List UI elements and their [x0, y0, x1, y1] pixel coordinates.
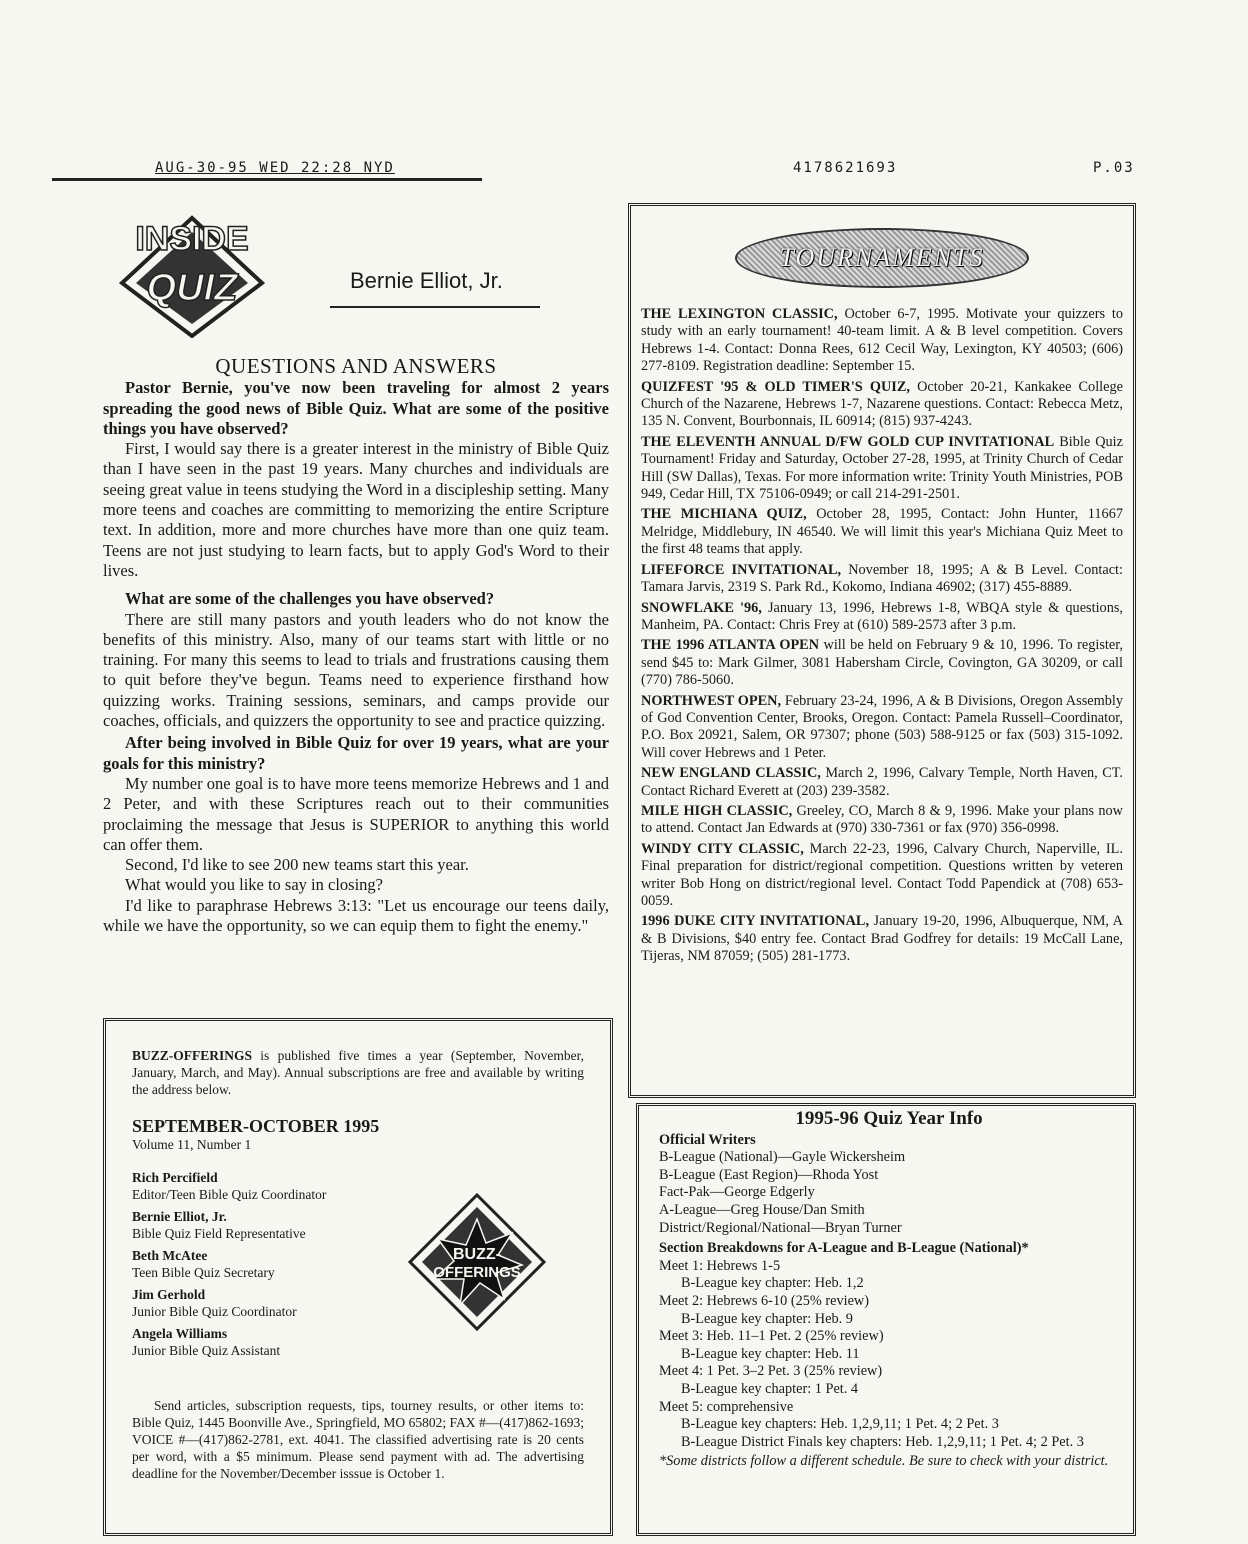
tournament-details: January 13, 1996, Hebrews 1-8, WBQA style & questions, Manheim, PA. Contact: Chris Frey at (610) 589-2573 after 3 p.m.: [641, 599, 1123, 633]
meets-list: [659, 1258, 1119, 1434]
writer-entry: B-League (East Region)—Rhoda Yost: [659, 1166, 879, 1183]
meet-key-chapter: B-League key chapter: 1 Pet. 4: [681, 1380, 859, 1397]
tournament-entry: [641, 379, 1123, 431]
buzz-offerings-logo: [408, 1193, 546, 1331]
tournament-entry: [641, 803, 1123, 838]
fax-number: 4178621693: [793, 160, 898, 176]
staff-role: Junior Bible Quiz Coordinator: [132, 1304, 297, 1319]
tournaments-banner: TOURNAMENTS: [735, 228, 1029, 288]
meet-entry: Meet 5: comprehensive: [659, 1398, 794, 1415]
tournament-entry: [641, 506, 1123, 558]
tournament-name: NORTHWEST OPEN,: [641, 692, 782, 709]
tournaments-box: [628, 203, 1136, 1098]
meet-entry: Meet 2: Hebrews 6-10 (25% review): [659, 1292, 870, 1309]
answer: I'd like to paraphrase Hebrews 3:13: "Let us encourage our teens daily, while we have the opportunity, so we can equip them to fight the enemy.": [103, 895, 609, 936]
svg-text:BUZZ-: BUZZ-: [453, 1246, 501, 1263]
article-title: QUESTIONS AND ANSWERS: [215, 354, 497, 378]
staff-role: Editor/Teen Bible Quiz Coordinator: [132, 1187, 327, 1202]
writer-entry: District/Regional/National—Bryan Turner: [659, 1219, 902, 1236]
publication-name: BUZZ-OFFERINGS: [132, 1048, 253, 1063]
tournament-list: [641, 306, 1123, 966]
tournament-details: October 20-21, Kankakee College Church of the Nazarene, Hebrews 1-7, Nazarene questions. Contact: Rebecca Metz, 135 N. Convent, Bourbonnais, IL 60914; (815) 937-4243.: [641, 378, 1123, 430]
sections-heading: Section Breakdowns for A-League and B-League (National)*: [659, 1240, 1029, 1257]
quiz-year-title: 1995-96 Quiz Year Info: [795, 1108, 983, 1129]
answer: My number one goal is to have more teens memorize Hebrews and 1 and 2 Peter, and with these Scriptures reach out to their communities proclaiming the message that Jesus is SUPERIOR to anything this world can offer them.: [103, 773, 609, 854]
tournament-entry: [641, 913, 1123, 965]
meet-key-chapter: B-League key chapter: Heb. 11: [681, 1345, 860, 1362]
tournament-entry: [641, 841, 1123, 911]
tournament-details: February 23-24, 1996, A & B Divisions, Oregon Assembly of God Convention Center, Brooks, Oregon. Contact: Pamela Russell–Coordinator, P.O. Box 20921, Salem, OR 97307; phone (503) 588-9125 or fax (503) 315-1092. Will cover Hebrews and 1 Peter.: [641, 692, 1123, 761]
tournament-details: will be held on February 9 & 10, 1996. To register, send $45 to: Mark Gilmer, 3081 Habersham Circle, Covington, GA 30209, or call (770) 786-5060.: [641, 637, 1123, 689]
tournament-name: THE 1996 ATLANTA OPEN: [641, 637, 820, 654]
inside-quiz-logo: [112, 208, 272, 338]
issue-date: SEPTEMBER-OCTOBER 1995: [132, 1116, 380, 1136]
meet-entry: Meet 3: Heb. 11–1 Pet. 2 (25% review): [659, 1328, 884, 1345]
answer: Second, I'd like to see 200 new teams start this year.: [125, 855, 469, 875]
answer: First, I would say there is a greater interest in the ministry of Bible Quiz than I have seen in the past 19 years. Many churches and individuals are seeing great value in teens studying the Word in a discipleship setting. Many more teens and coaches are committing to memorizing the entire Scripture text. In addition, more and more churches have more than one quiz team. Teens are not just studying to learn facts, but to apply God's Word to their lives.: [103, 439, 609, 580]
tournament-details: Bible Quiz Tournament! Friday and Saturday, October 27-28, 1995, at Trinity Church of Cedar Hill (SW Dallas), Texas. For more information write: Trinity Youth Ministries, POB 949, Cedar Hill, TX 75106-0949; or call 214-291-2501.: [641, 433, 1123, 503]
tournament-name: MILE HIGH CLASSIC,: [641, 802, 793, 819]
tournament-entry: [641, 600, 1123, 635]
intro-text: is published five times a year (September, November, January, March, and May). Annual subscriptions are free and available by writing the address below.: [132, 1048, 584, 1097]
meet-key-chapter: B-League key chapters: Heb. 1,2,9,11; 1 Pet. 4; 2 Pet. 3: [681, 1416, 999, 1433]
tournament-details: October 28, 1995, Contact: John Hunter, 11667 Melridge, Middlebury, IN 46540. We will limit this year's Michiana Quiz Meet to the first 48 teams that apply.: [641, 506, 1123, 558]
submission-info: Send articles, subscription requests, tips, tourney results, or other items to: Bible Quiz, 1445 Boonville Ave., Springfield, MO 65802; FAX #—(417)862-1693; VOICE #—(417)862-2781, ext. 4041. The classified advertising rate is 20 cents per word, with a $5 minimum. Please send payment with ad. The advertising deadline for the November/December isssue is October 1.: [132, 1398, 584, 1481]
question: After being involved in Bible Quiz for over 19 years, what are your goals for this ministry?: [103, 733, 609, 773]
question: What are some of the challenges you have observed?: [125, 589, 495, 609]
meet-key-chapter: B-League key chapter: Heb. 1,2: [681, 1275, 864, 1292]
meet-key-chapter: B-League key chapter: Heb. 9: [681, 1310, 853, 1327]
svg-text:INSIDE: INSIDE: [135, 220, 249, 258]
staff-role: Bible Quiz Field Representative: [132, 1226, 306, 1241]
fax-rule: [52, 178, 482, 181]
writer-entry: A-League—Greg House/Dan Smith: [659, 1201, 865, 1218]
tournament-name: LIFEFORCE INVITATIONAL,: [641, 561, 842, 578]
tournament-name: QUIZFEST '95 & OLD TIMER'S QUIZ,: [641, 378, 910, 395]
tournament-entry: [641, 306, 1123, 376]
tournament-name: 1996 DUKE CITY INVITATIONAL,: [641, 913, 870, 930]
masthead-intro: [132, 1047, 584, 1098]
staff-name: Angela Williams: [132, 1326, 228, 1341]
district-finals: B-League District Finals key chapters: Heb. 1,2,9,11; 1 Pet. 4; 2 Pet. 3: [681, 1433, 1084, 1450]
writer-entry: B-League (National)—Gayle Wickersheim: [659, 1149, 906, 1166]
answer: What would you like to say in closing?: [125, 875, 383, 895]
fax-page: P.03: [1093, 160, 1135, 176]
tournament-details: October 6-7, 1995. Motivate your quizzers to study with an early tournament! 40-team limit. A & B level competition. Covers Hebrews 1-4. Contact: Donna Rees, 612 Cecil Way, Lexington, KY 40503; (606) 277-8109. Registration deadline: September 15.: [641, 306, 1123, 375]
schedule-note: *Some districts follow a different schedule. Be sure to check with your district.: [659, 1453, 1109, 1470]
staff-name: Jim Gerhold: [132, 1287, 206, 1302]
masthead-box: [103, 1018, 613, 1536]
tournament-details: Greeley, CO, March 8 & 9, 1996. Make your plans now to attend. Contact Jan Edwards at (970) 330-7361 or fax (970) 356-0998.: [641, 802, 1123, 837]
fax-date: AUG-30-95 WED 22:28 NYD: [155, 160, 395, 176]
writer-entry: Fact-Pak—George Edgerly: [659, 1184, 815, 1201]
writers-list: [659, 1149, 1119, 1237]
tournament-name: SNOWFLAKE '96,: [641, 599, 762, 616]
writers-heading: Official Writers: [659, 1131, 756, 1148]
quiz-year-box: [636, 1103, 1136, 1536]
byline: Bernie Elliot, Jr.: [350, 268, 503, 293]
volume: Volume 11, Number 1: [132, 1137, 252, 1152]
qa-article: [103, 356, 609, 936]
tournament-details: January 19-20, 1996, Albuquerque, NM, A & B Divisions, $40 entry fee. Contact Brad Godfrey for details: 19 McCall Lane, Tijeras, NM 87059; (505) 281-1773.: [641, 913, 1123, 965]
tournament-name: THE MICHIANA QUIZ,: [641, 506, 807, 523]
staff-name: Bernie Elliot, Jr.: [132, 1209, 227, 1224]
staff-name: Beth McAtee: [132, 1248, 208, 1263]
tournament-entry: [641, 693, 1123, 763]
staff-role: Junior Bible Quiz Assistant: [132, 1343, 281, 1358]
tournament-details: March 2, 1996, Calvary Temple, North Haven, CT. Contact Richard Everett at (203) 239-3582.: [641, 765, 1123, 799]
answer: There are still many pastors and youth leaders who do not know the benefits of this ministry. Also, many of our teams start with little or no training. For many this seems to lead to trials and frustrations causing them to quit before they've begun. Teams need to experience firsthand how quizzing works. Training sessions, seminars, and camps provide our coaches, officials, and quizzers the opportunity to see and practice quizzing.: [103, 609, 609, 731]
staff-role: Teen Bible Quiz Secretary: [132, 1265, 275, 1280]
question: Pastor Bernie, you've now been traveling for almost 2 years spreading the good news of Bible Quiz. What are some of the positive things you have observed?: [103, 378, 609, 438]
tournament-details: November 18, 1995; A & B Level. Contact: Tamara Jarvis, 2319 S. Park Rd., Kokomo, Indiana 46902; (317) 455-8889.: [641, 561, 1123, 596]
meet-entry: Meet 1: Hebrews 1-5: [659, 1257, 781, 1274]
staff-name: Rich Percifield: [132, 1170, 218, 1185]
byline-rule: [330, 306, 540, 308]
tournament-name: NEW ENGLAND CLASSIC,: [641, 765, 821, 782]
tournament-entry: [641, 765, 1123, 800]
tournament-entry: [641, 434, 1123, 504]
tournament-name: WINDY CITY CLASSIC,: [641, 840, 804, 857]
tournament-name: THE ELEVENTH ANNUAL D/FW GOLD CUP INVITATIONAL: [641, 433, 1055, 450]
tournament-details: March 22-23, 1996, Calvary Church, Naperville, IL. Final preparation for district/regional competition. Questions written by veteren writer Bob Hong on district/regional level. Contact Todd Papendick at (708) 653-0059.: [641, 840, 1123, 909]
svg-text:QUIZ: QUIZ: [146, 267, 238, 309]
svg-text:OFFERINGS: OFFERINGS: [433, 1264, 521, 1281]
tournament-entry: [641, 637, 1123, 689]
tournament-entry: [641, 562, 1123, 597]
tournament-name: THE LEXINGTON CLASSIC,: [641, 306, 838, 322]
meet-entry: Meet 4: 1 Pet. 3–2 Pet. 3 (25% review): [659, 1363, 883, 1380]
